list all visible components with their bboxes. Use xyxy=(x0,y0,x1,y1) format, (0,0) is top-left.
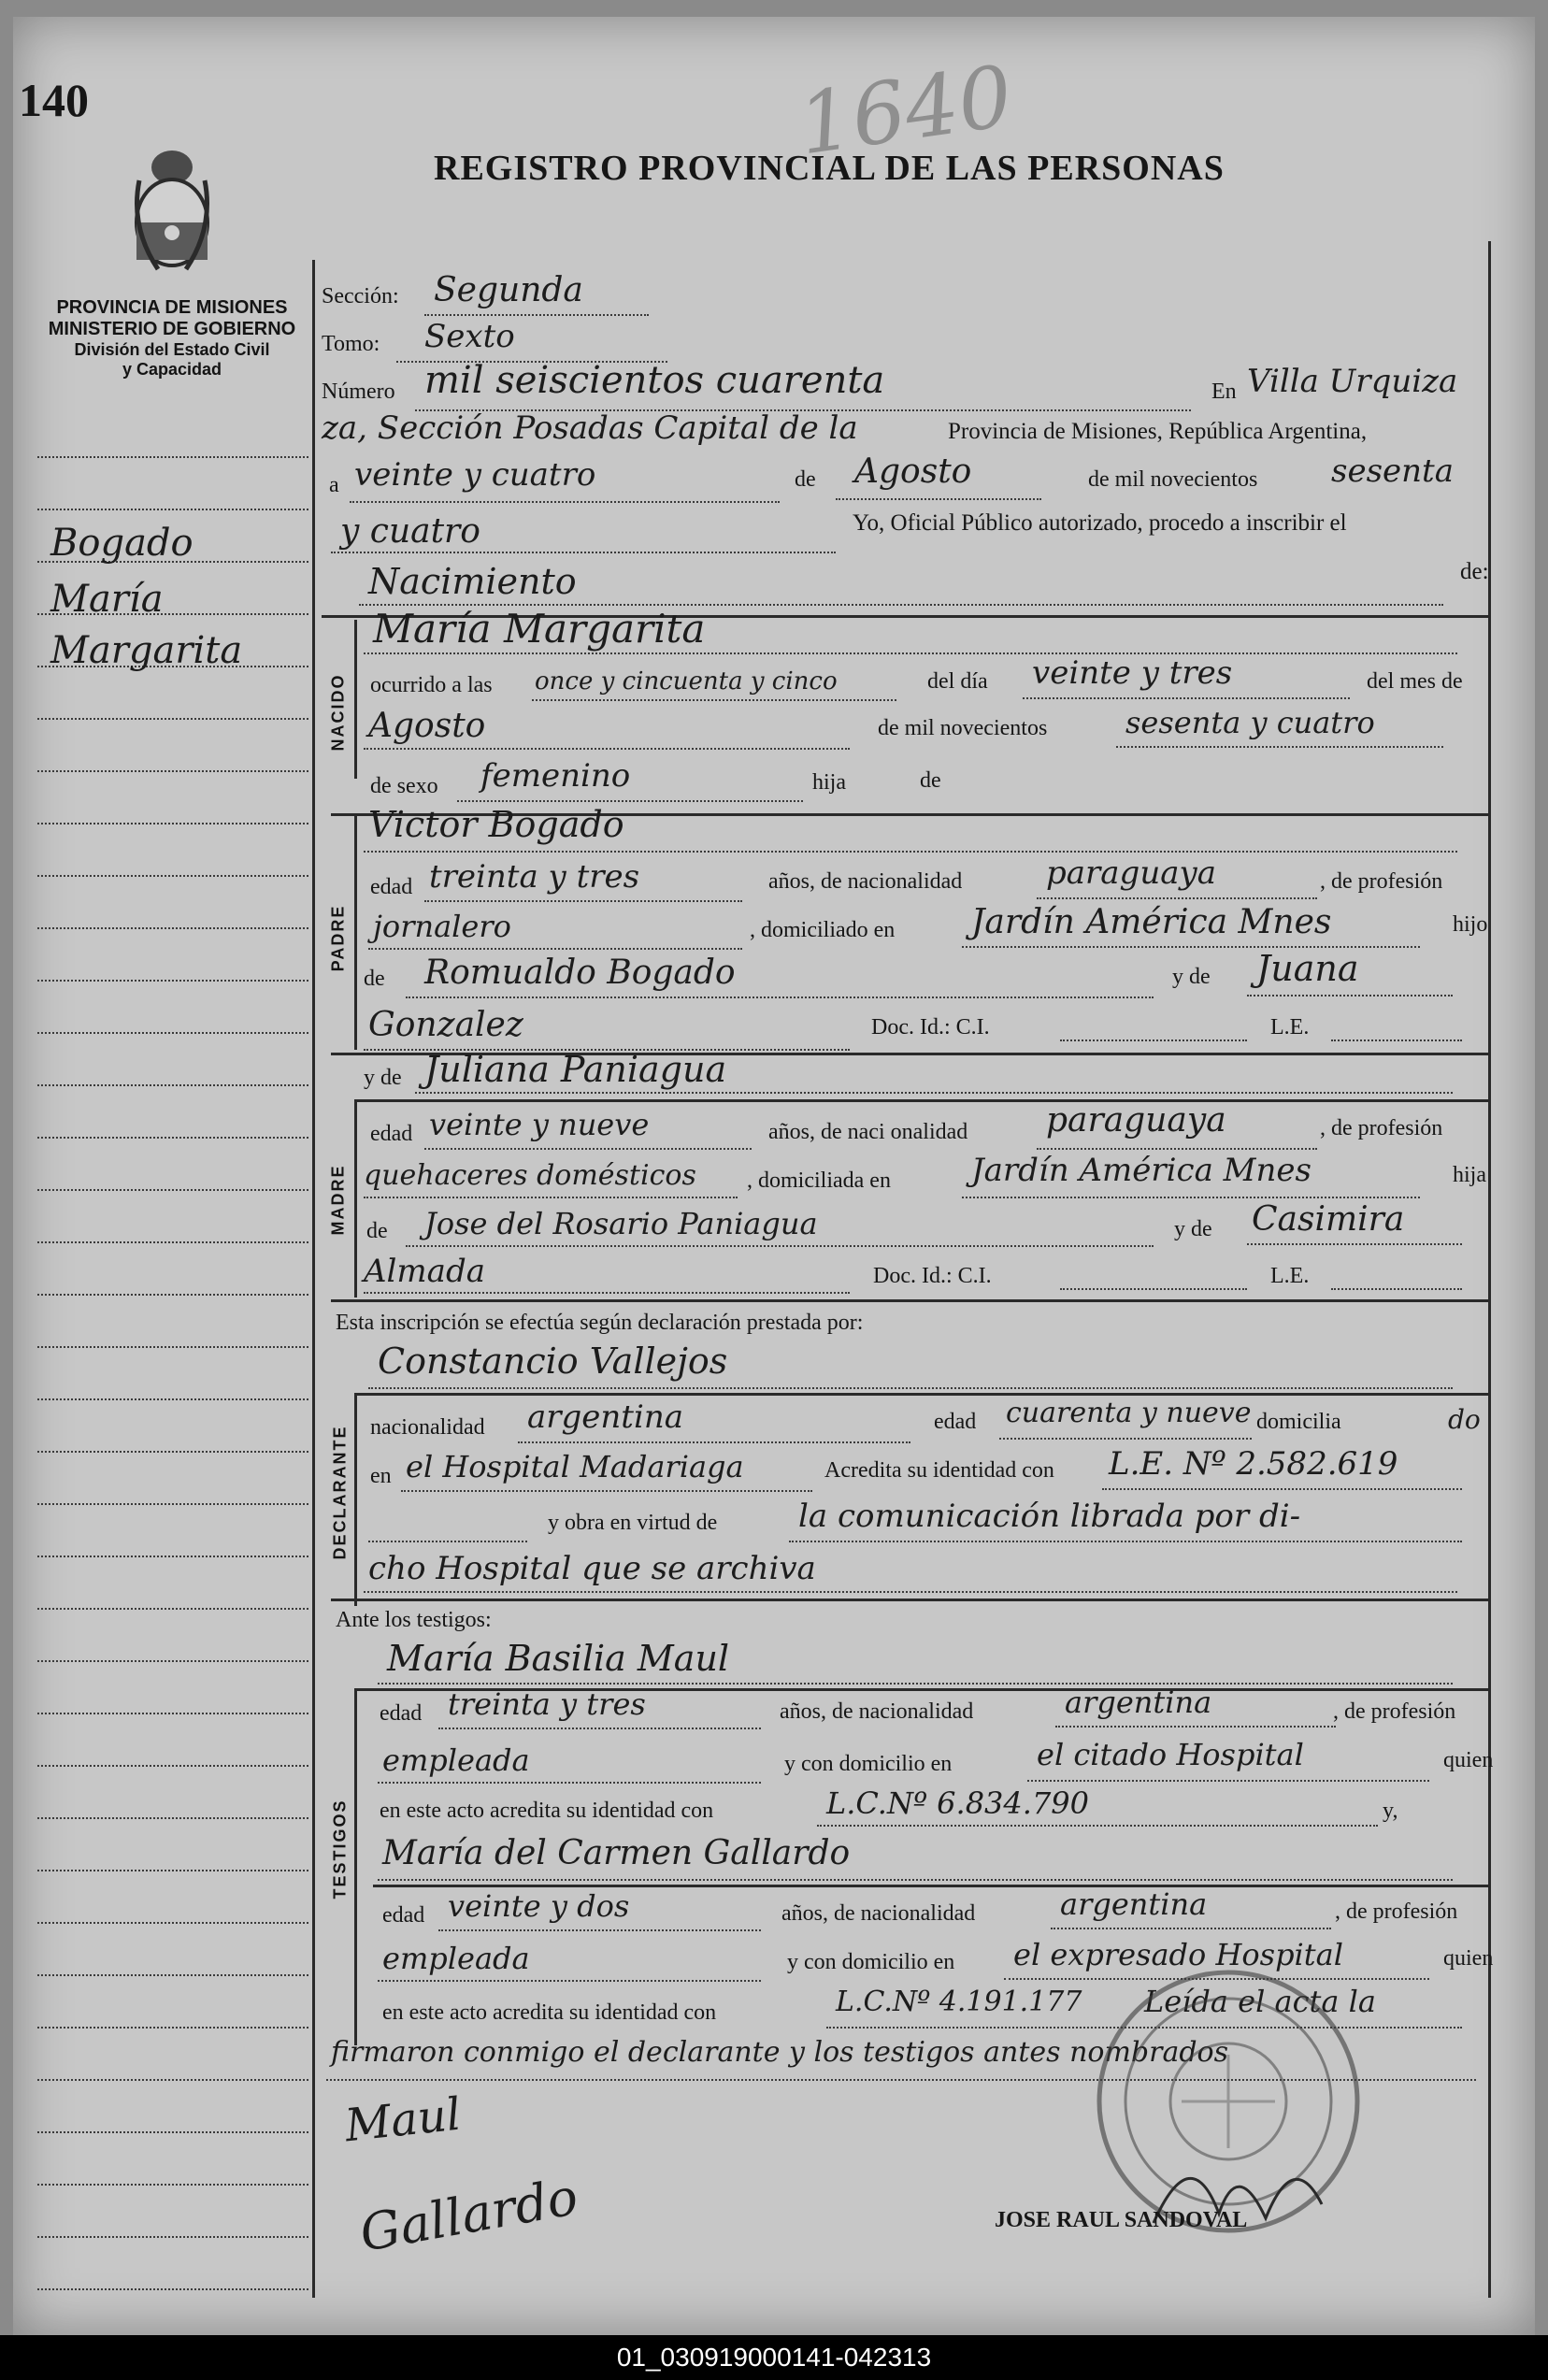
nacido-de-label: de xyxy=(920,768,941,793)
margin-rule-line xyxy=(37,823,308,824)
declarante-doc-value: L.E. Nº 2.582.619 xyxy=(1109,1445,1398,1483)
t2-doc-value: L.C.Nº 4.191.177 xyxy=(836,1986,1082,2018)
declarante-section-label: DECLARANTE xyxy=(330,1425,350,1560)
margin-rule-line xyxy=(37,1608,308,1610)
margin-rule-line xyxy=(37,1294,308,1296)
scrawl-number: 1640 xyxy=(792,47,1019,175)
t2-dom-value: el expresado Hospital xyxy=(1013,1937,1343,1972)
margin-rule-line xyxy=(37,2288,308,2290)
t1-nac-label: años, de nacionalidad xyxy=(780,1699,974,1724)
t2-edad-label: edad xyxy=(382,1903,425,1928)
madre-section-label: MADRE xyxy=(328,1164,348,1236)
testigos-intro: Ante los testigos: xyxy=(336,1608,492,1632)
header-province: PROVINCIA DE MISIONES xyxy=(56,297,288,318)
seccion-label: Sección: xyxy=(322,284,399,308)
t1-edad-label: edad xyxy=(380,1701,423,1726)
margin-rule-line xyxy=(37,2027,308,2029)
margin-rule-line xyxy=(37,927,308,929)
t1-dom-value: el citado Hospital xyxy=(1037,1737,1304,1772)
margin-rule-line xyxy=(37,1765,308,1767)
padre-mother-value-1: Juana xyxy=(1256,948,1359,989)
madre-dom-label: , domiciliada en xyxy=(747,1168,891,1193)
testigo2-name-value: María del Carmen Gallardo xyxy=(382,1834,851,1872)
t1-dom-label: y con domicilio en xyxy=(784,1752,953,1776)
closing-text-2: firmaron conmigo el declarante y los testigos antes nombrados xyxy=(331,2036,1228,2069)
margin-note-surname: Bogado xyxy=(50,522,194,565)
margin-rule-line xyxy=(37,718,308,720)
declarante-intro: Esta inscripción se efectúa según declaración prestada por: xyxy=(336,1311,864,1335)
padre-doc-label: Doc. Id.: C.I. xyxy=(871,1015,990,1039)
madre-nac-label: años, de naci onalidad xyxy=(768,1120,968,1144)
declarante-obra-label: y obra en virtud de xyxy=(548,1511,718,1535)
margin-rule-line xyxy=(37,1922,308,1924)
header-ministry: MINISTERIO DE GOBIERNO xyxy=(48,319,296,339)
footer-bar xyxy=(0,2335,1548,2380)
corner-number: 140 xyxy=(19,74,89,126)
margin-rule-line xyxy=(37,770,308,772)
signature-gallardo: Gallardo xyxy=(355,2167,582,2263)
margin-rule-line xyxy=(37,2079,308,2081)
padre-le-label: L.E. xyxy=(1270,1015,1310,1039)
margin-rule-line xyxy=(37,1660,308,1662)
declarante-nac-value: argentina xyxy=(527,1398,684,1436)
padre-name-value: Victor Bogado xyxy=(368,804,624,845)
tomo-label: Tomo: xyxy=(322,332,380,356)
declarante-domicilia-suffix: do xyxy=(1448,1404,1481,1435)
nacido-section-label: NACIDO xyxy=(328,673,348,752)
year-value-2: y cuatro xyxy=(340,512,480,551)
padre-nac-label: años, de nacionalidad xyxy=(768,869,963,894)
de-colon: de: xyxy=(1460,559,1489,584)
footer-code: 01_030919000141-042313 xyxy=(616,2343,932,2372)
month-value: Agosto xyxy=(854,452,972,491)
t2-nac-value: argentina xyxy=(1060,1886,1208,1922)
t2-edad-value: veinte y dos xyxy=(448,1888,630,1924)
madre-dom-value: Jardín América Mnes xyxy=(971,1152,1312,1189)
t1-quien-label: quien xyxy=(1443,1748,1494,1772)
madre-le-label: L.E. xyxy=(1270,1264,1310,1288)
madre-nac-value: paraguaya xyxy=(1046,1101,1226,1140)
madre-edad-value: veinte y nueve xyxy=(429,1107,650,1142)
place-value-2: za, Sección Posadas Capital de la xyxy=(322,409,858,447)
anio-value: sesenta y cuatro xyxy=(1125,705,1375,740)
margin-rule-line xyxy=(37,1241,308,1243)
margin-rule-line xyxy=(37,1346,308,1348)
madre-prof-value: quehaceres domésticos xyxy=(364,1159,696,1192)
margin-rule-line xyxy=(37,1137,308,1139)
declarante-obra-value-2: cho Hospital que se archiva xyxy=(368,1550,816,1587)
madre-de-label: de xyxy=(366,1219,388,1243)
margin-rule-line xyxy=(37,2184,308,2186)
declarante-dom-value: el Hospital Madariaga xyxy=(406,1449,744,1484)
header-capacidad: y Capacidad xyxy=(122,360,222,379)
padre-nac-value: paraguaya xyxy=(1046,854,1216,892)
padre-dom-value: Jardín América Mnes xyxy=(971,903,1332,941)
margin-rule-line xyxy=(37,1817,308,1819)
day-value: veinte y cuatro xyxy=(354,456,596,494)
mil-label: de mil novecientos xyxy=(878,716,1048,740)
madre-name-value: Juliana Paniagua xyxy=(424,1049,727,1090)
hija-label: hija xyxy=(812,770,846,795)
madre-prof-label: , de profesión xyxy=(1320,1116,1443,1140)
madre-mother-value-1: Casimira xyxy=(1252,1200,1405,1239)
dia-value: veinte y tres xyxy=(1032,654,1233,692)
place-value-1: Villa Urquiza xyxy=(1247,363,1458,400)
t1-nac-value: argentina xyxy=(1065,1685,1212,1720)
madre-hija-label: hija xyxy=(1453,1163,1486,1187)
margin-rule-line xyxy=(37,1398,308,1400)
t2-acredita-label: en este acto acredita su identidad con xyxy=(382,2000,717,2025)
margin-rule-line xyxy=(37,1032,308,1034)
padre-de-label: de xyxy=(364,967,385,991)
margin-rule-line xyxy=(37,2236,308,2238)
nacido-name-value: María Margarita xyxy=(373,606,706,652)
t1-doc-value: L.C.Nº 6.834.790 xyxy=(826,1785,1090,1821)
margin-rule-line xyxy=(37,1974,308,1976)
en-label: En xyxy=(1211,380,1237,404)
document-page xyxy=(13,17,1535,2335)
testigos-section-label: TESTIGOS xyxy=(330,1799,350,1900)
margin-rule-line xyxy=(37,1870,308,1871)
header-division: División del Estado Civil xyxy=(74,340,270,359)
t1-prof-value: empleada xyxy=(382,1742,530,1778)
margin-rule-line xyxy=(37,2131,308,2133)
ocurrido-label: ocurrido a las xyxy=(370,673,493,697)
padre-prof-value: jornalero xyxy=(373,909,511,944)
declarante-nac-label: nacionalidad xyxy=(370,1415,485,1440)
padre-y-de-label: y de xyxy=(1172,965,1211,989)
t2-prof-label: , de profesión xyxy=(1335,1900,1458,1924)
sexo-label: de sexo xyxy=(370,774,438,798)
padre-father-value: Romualdo Bogado xyxy=(424,953,736,992)
t2-prof-value: empleada xyxy=(382,1941,530,1976)
year-value-1: sesenta xyxy=(1331,452,1454,490)
numero-value: mil seiscientos cuarenta xyxy=(424,359,885,402)
sexo-value: femenino xyxy=(480,757,631,795)
declarante-name-value: Constancio Vallejos xyxy=(378,1341,728,1382)
margin-note-middle: Margarita xyxy=(50,629,243,672)
seccion-value: Segunda xyxy=(434,271,583,309)
numero-label: Número xyxy=(322,380,395,404)
officer-stamp-name: JOSE RAUL SANDOVAL xyxy=(995,2208,1248,2232)
madre-father-value: Jose del Rosario Paniagua xyxy=(424,1206,818,1241)
padre-dom-label: , domiciliado en xyxy=(750,918,896,942)
margin-rule-line xyxy=(37,509,308,510)
mil-novecientos-text: de mil novecientos xyxy=(1088,467,1258,492)
del-mes-label: del mes de xyxy=(1367,669,1463,694)
t1-prof-label: , de profesión xyxy=(1333,1699,1456,1724)
signature-maul: Maul xyxy=(342,2087,464,2153)
margin-rule-line xyxy=(37,875,308,877)
closing-text-1: Leída el acta la xyxy=(1144,1984,1376,2019)
declarante-domicilia-label: domicilia xyxy=(1256,1410,1341,1434)
del-dia-label: del día xyxy=(927,669,988,694)
margin-note-given: María xyxy=(50,578,164,621)
frame-right-border xyxy=(1488,241,1491,2298)
padre-edad-label: edad xyxy=(370,875,413,899)
t1-y-label: y, xyxy=(1383,1799,1398,1823)
t2-dom-label: y con domicilio en xyxy=(787,1950,955,1974)
t1-acredita-label: en este acto acredita su identidad con xyxy=(380,1799,714,1823)
margin-rule-line xyxy=(37,1503,308,1505)
declarante-obra-value-1: la comunicación librada por di- xyxy=(798,1498,1301,1535)
margin-rule-line xyxy=(37,1189,308,1191)
acto-value: Nacimiento xyxy=(368,561,577,602)
declarante-en-label: en xyxy=(370,1464,392,1488)
padre-hijo-label: hijo xyxy=(1453,912,1488,937)
declarante-edad-label: edad xyxy=(934,1410,977,1434)
coat-of-arms-emblem xyxy=(121,143,223,283)
page-title: REGISTRO PROVINCIAL DE LAS PERSONAS xyxy=(434,149,1225,188)
declarante-acredita-label: Acredita su identidad con xyxy=(824,1458,1054,1483)
madre-doc-label: Doc. Id.: C.I. xyxy=(873,1264,992,1288)
margin-rule-line xyxy=(37,1451,308,1453)
mes-value: Agosto xyxy=(368,707,486,745)
hora-value: once y cincuenta y cinco xyxy=(535,667,838,695)
margin-rule-line xyxy=(37,980,308,982)
padre-section-label: PADRE xyxy=(328,904,348,972)
yo-oficial-text: Yo, Oficial Público autorizado, procedo a inscribir el xyxy=(853,510,1347,536)
t2-nac-label: años, de nacionalidad xyxy=(781,1901,976,1926)
madre-y-de-label: y de xyxy=(364,1066,402,1090)
margin-rule-line xyxy=(37,1556,308,1557)
padre-prof-label: , de profesión xyxy=(1320,869,1443,894)
margin-rule-line xyxy=(37,1084,308,1086)
testigo1-name-value: María Basilia Maul xyxy=(387,1638,730,1679)
margin-rule-line xyxy=(37,456,308,458)
madre-mother-value-2: Almada xyxy=(364,1253,485,1290)
t1-edad-value: treinta y tres xyxy=(448,1686,646,1722)
declarante-edad-value: cuarenta y nueve xyxy=(1006,1397,1252,1429)
tomo-value: Sexto xyxy=(424,318,515,355)
a-label: a xyxy=(329,473,339,497)
frame-left-border xyxy=(312,260,315,2298)
de-label: de xyxy=(795,467,816,492)
madre-y-de2-label: y de xyxy=(1174,1217,1212,1241)
padre-edad-value: treinta y tres xyxy=(429,858,640,896)
padre-mother-value-2: Gonzalez xyxy=(368,1006,523,1044)
madre-edad-label: edad xyxy=(370,1122,413,1146)
provincia-text: Provincia de Misiones, República Argentina, xyxy=(948,419,1368,444)
t2-quien-label: quien xyxy=(1443,1946,1494,1971)
margin-rule-line xyxy=(37,1713,308,1714)
